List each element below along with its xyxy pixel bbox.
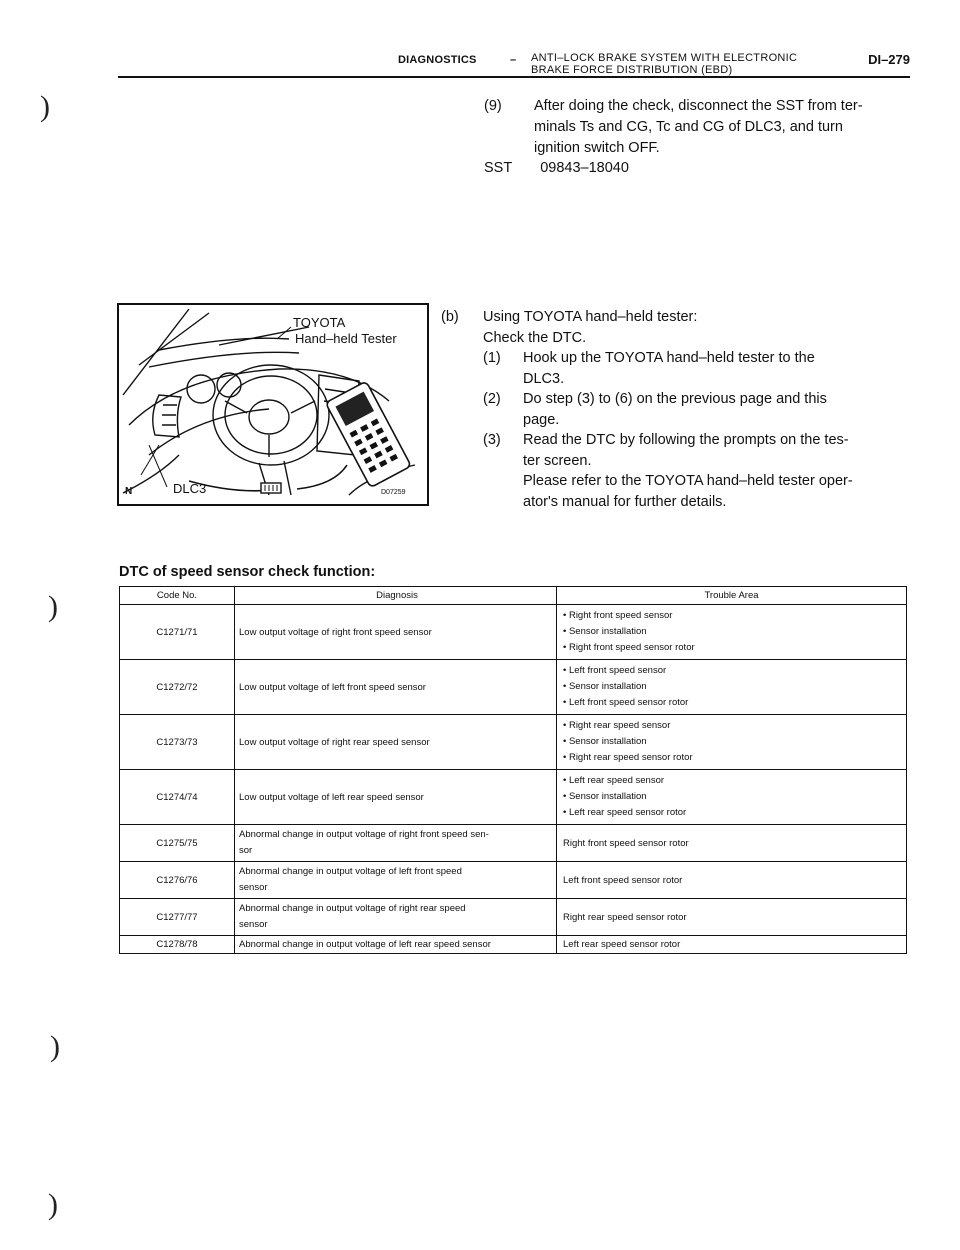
header-title-line2: BRAKE FORCE DISTRIBUTION (EBD): [531, 64, 733, 76]
diagnosis-cell: [235, 899, 557, 936]
table-row: [120, 660, 907, 715]
table-header-row: [120, 587, 907, 605]
diagnosis-cell: Low output voltage of right front speed sensor: [235, 605, 557, 660]
sst-label: SST: [484, 160, 513, 176]
trouble-area-cell: [557, 605, 907, 660]
substep-line: ter screen.: [523, 452, 592, 469]
sst-line: [484, 160, 629, 176]
diagnosis-cell: [235, 862, 557, 899]
step-9-line: ignition switch OFF.: [534, 140, 660, 156]
table-row: [120, 715, 907, 770]
header-title-line1: ANTI–LOCK BRAKE SYSTEM WITH ELECTRONIC: [531, 52, 798, 64]
trouble-area-cell: Left front speed sensor rotor: [557, 862, 907, 899]
table-row: [120, 862, 907, 899]
trouble-area-item: • Left rear speed sensor: [563, 775, 665, 786]
diagnosis-line: sensor: [239, 882, 268, 893]
diagnosis-cell: Low output voltage of left rear speed sensor: [235, 770, 557, 825]
step-9-number: (9): [484, 98, 502, 114]
substep-line: Do step (3) to (6) on the previous page and this: [523, 391, 827, 407]
code-cell: C1271/71: [120, 605, 235, 660]
substep-line: Read the DTC by following the prompts on the tes-: [523, 432, 849, 448]
substep-line: Please refer to the TOYOTA hand–held tester oper-: [523, 473, 853, 489]
substep-line: Hook up the TOYOTA hand–held tester to the: [523, 350, 815, 366]
diagnosis-cell: [235, 825, 557, 862]
tester-illustration: [117, 303, 429, 506]
diagnosis-cell: Abnormal change in output voltage of left rear speed sensor: [235, 936, 557, 954]
code-cell: C1278/78: [120, 936, 235, 954]
trouble-area-cell: [557, 770, 907, 825]
diagnosis-line: sensor: [239, 919, 268, 930]
trouble-area-item: • Left front speed sensor rotor: [563, 697, 689, 708]
step-9-line: After doing the check, disconnect the SST from ter-: [534, 98, 863, 114]
substep-line: ator's manual for further details.: [523, 493, 727, 510]
step-b: [441, 307, 911, 512]
diagnosis-cell: Low output voltage of right rear speed sensor: [235, 715, 557, 770]
trouble-area-item: • Sensor installation: [563, 791, 647, 802]
diagnosis-line: sor: [239, 845, 253, 856]
figure-label-tester: Hand–held Tester: [295, 331, 397, 346]
diagnosis-cell: Low output voltage of left front speed sensor: [235, 660, 557, 715]
trouble-area-item: • Sensor installation: [563, 681, 647, 692]
trouble-area-cell: Left rear speed sensor rotor: [557, 936, 907, 954]
figure-marker: N: [125, 486, 133, 497]
code-cell: C1276/76: [120, 862, 235, 899]
substep-number: (3): [483, 432, 501, 448]
trouble-area-item: • Sensor installation: [563, 626, 647, 637]
table-row: [120, 770, 907, 825]
code-cell: C1274/74: [120, 770, 235, 825]
code-cell: C1277/77: [120, 899, 235, 936]
trouble-area-item: • Sensor installation: [563, 736, 647, 747]
diagnosis-line: Abnormal change in output voltage of right rear speed: [239, 903, 466, 914]
substep: [483, 430, 911, 512]
diagnosis-line: Abnormal change in output voltage of right front speed sen-: [239, 829, 489, 840]
trouble-area-item: • Right rear speed sensor rotor: [563, 752, 693, 763]
table-row: [120, 605, 907, 660]
substep: [483, 348, 911, 389]
step-b-line: Using TOYOTA hand–held tester:: [483, 309, 698, 325]
trouble-area-cell: Right front speed sensor rotor: [557, 825, 907, 862]
substep: [483, 389, 911, 430]
page-number: DI–279: [868, 52, 910, 67]
margin-mark: ): [40, 90, 50, 123]
substep-number: (2): [483, 391, 501, 407]
header-dash: –: [510, 54, 517, 66]
header-trouble-area: Trouble Area: [557, 587, 907, 605]
figure-code: D07259: [381, 489, 406, 496]
figure-label-toyota: TOYOTA: [293, 315, 346, 330]
substep-number: (1): [483, 350, 501, 366]
table-row: [120, 825, 907, 862]
trouble-area-cell: [557, 715, 907, 770]
header-diagnosis: Diagnosis: [235, 587, 557, 605]
substep-line: DLC3.: [523, 370, 565, 387]
sst-value: 09843–18040: [540, 160, 629, 176]
trouble-area-item: • Left front speed sensor: [563, 665, 667, 676]
trouble-area-item: • Right front speed sensor rotor: [563, 642, 695, 653]
margin-mark: ): [50, 1030, 60, 1063]
step-9-line: minals Ts and CG, Tc and CG of DLC3, and turn: [534, 119, 843, 135]
diagnosis-line: Abnormal change in output voltage of left front speed: [239, 866, 462, 877]
code-cell: C1273/73: [120, 715, 235, 770]
code-cell: C1272/72: [120, 660, 235, 715]
figure-label-dlc3: DLC3: [173, 481, 207, 496]
dtc-table: [119, 586, 907, 954]
header-rule: [118, 76, 910, 78]
table-title: DTC of speed sensor check function:: [119, 564, 376, 580]
trouble-area-item: • Right front speed sensor: [563, 610, 673, 621]
step-b-label: (b): [441, 309, 459, 325]
trouble-area-cell: Right rear speed sensor rotor: [557, 899, 907, 936]
code-cell: C1275/75: [120, 825, 235, 862]
trouble-area-cell: [557, 660, 907, 715]
margin-mark: ): [48, 1188, 58, 1221]
step-9: [484, 96, 914, 159]
table-row: [120, 899, 907, 936]
margin-mark: ): [48, 590, 58, 623]
substep-line: page.: [523, 411, 560, 428]
header-code: Code No.: [120, 587, 235, 605]
table-row: [120, 936, 907, 954]
header-section: DIAGNOSTICS: [398, 54, 477, 66]
step-b-line: Check the DTC.: [483, 329, 587, 346]
trouble-area-item: • Left rear speed sensor rotor: [563, 807, 687, 818]
trouble-area-item: • Right rear speed sensor: [563, 720, 671, 731]
